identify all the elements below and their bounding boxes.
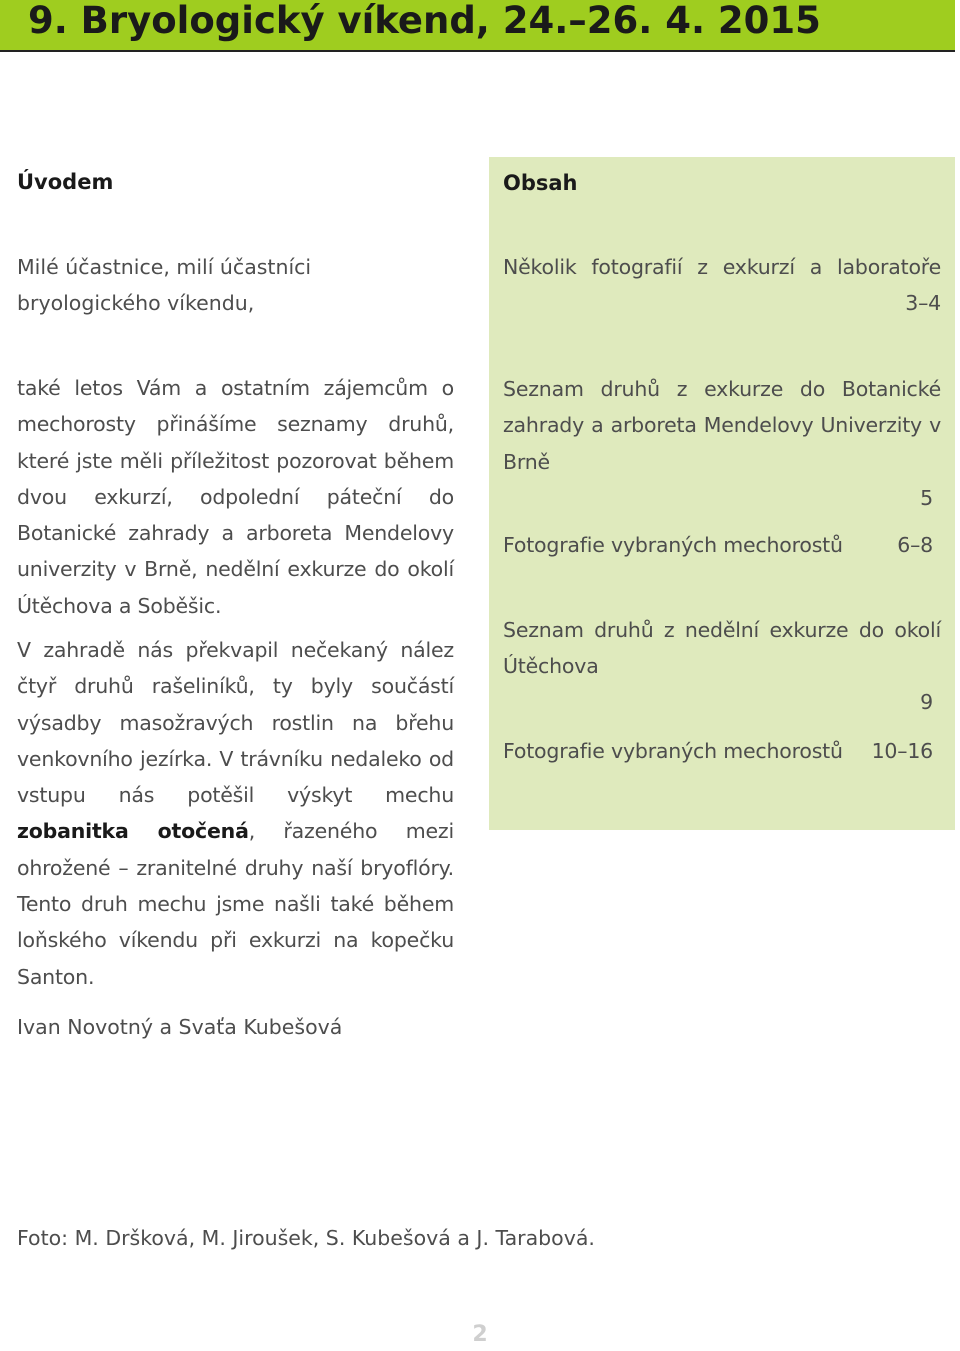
photo-credit: Foto: M. Dršková, M. Jiroušek, S. Kubešová a J. Tarabová. [17, 1226, 595, 1250]
para2-text-b: , řazeného mezi ohrožené – zranitelné druhy naší bryoflóry. Tento druh mechu jsme našli také během loňského víkendu při exkurzi na kopečku Santon. [17, 819, 454, 989]
para2-text-a: V zahradě nás překvapil nečekaný nález čtyř druhů rašeliníků, ty byly součástí výsadby masožravých rostlin na břehu venkovního jezírka. V trávníku nedaleko od vstupu nás potěšil výskyt mechu [17, 638, 454, 808]
page-title: 9. Bryologický víkend, 24.–26. 4. 2015 [28, 0, 821, 42]
page-number: 2 [472, 1322, 488, 1347]
toc-entry-title: Seznam druhů z nedělní exkurze do okolí Útěchova [503, 618, 941, 679]
table-of-contents [489, 157, 955, 830]
toc-entry-page: 10–16 [871, 739, 933, 763]
toc-entry-title: Několik fotografií z exkurzí a laboratoře [503, 255, 941, 279]
toc-entry-title: Fotografie vybraných mechorostů [503, 533, 843, 557]
header-bar [0, 0, 955, 50]
toc-entry-title: Seznam druhů z exkurze do Botanické zahrady a arboreta Mendelovy Univerzity v Brně [503, 377, 941, 474]
intro-heading: Úvodem [17, 170, 114, 194]
toc-heading: Obsah [503, 171, 578, 195]
intro-paragraph-1: také letos Vám a ostatním zájemcům o mechorosty přinášíme seznamy druhů, které jste měli příležitost pozorovat během dvou exkurzí, odpolední páteční do Botanické zahrady a arboreta Mendelovy univerzity v Brně, nedělní exkurze do okolí Útěchova a Soběšic. [17, 376, 454, 618]
toc-entry[interactable] [503, 612, 941, 721]
species-name-bold: zobanitka otočená [17, 819, 249, 844]
toc-entry-title: Fotografie vybraných mechorostů [503, 739, 843, 763]
toc-entry[interactable] [503, 733, 941, 769]
toc-entry-page: 9 [920, 690, 933, 715]
intro-greeting: Milé účastnice, milí účastníci bryologického víkendu, [17, 255, 312, 315]
toc-entry[interactable] [503, 249, 941, 322]
toc-entry-page: 5 [920, 485, 933, 510]
toc-entry[interactable] [503, 371, 941, 516]
intro-paragraph-2 [17, 632, 454, 995]
toc-entry-page: 3–4 [905, 291, 941, 316]
authors: Ivan Novotný a Svaťa Kubešová [17, 1015, 343, 1039]
toc-entry[interactable] [503, 527, 941, 563]
header-divider [0, 50, 955, 52]
toc-entry-page: 6–8 [897, 533, 933, 557]
